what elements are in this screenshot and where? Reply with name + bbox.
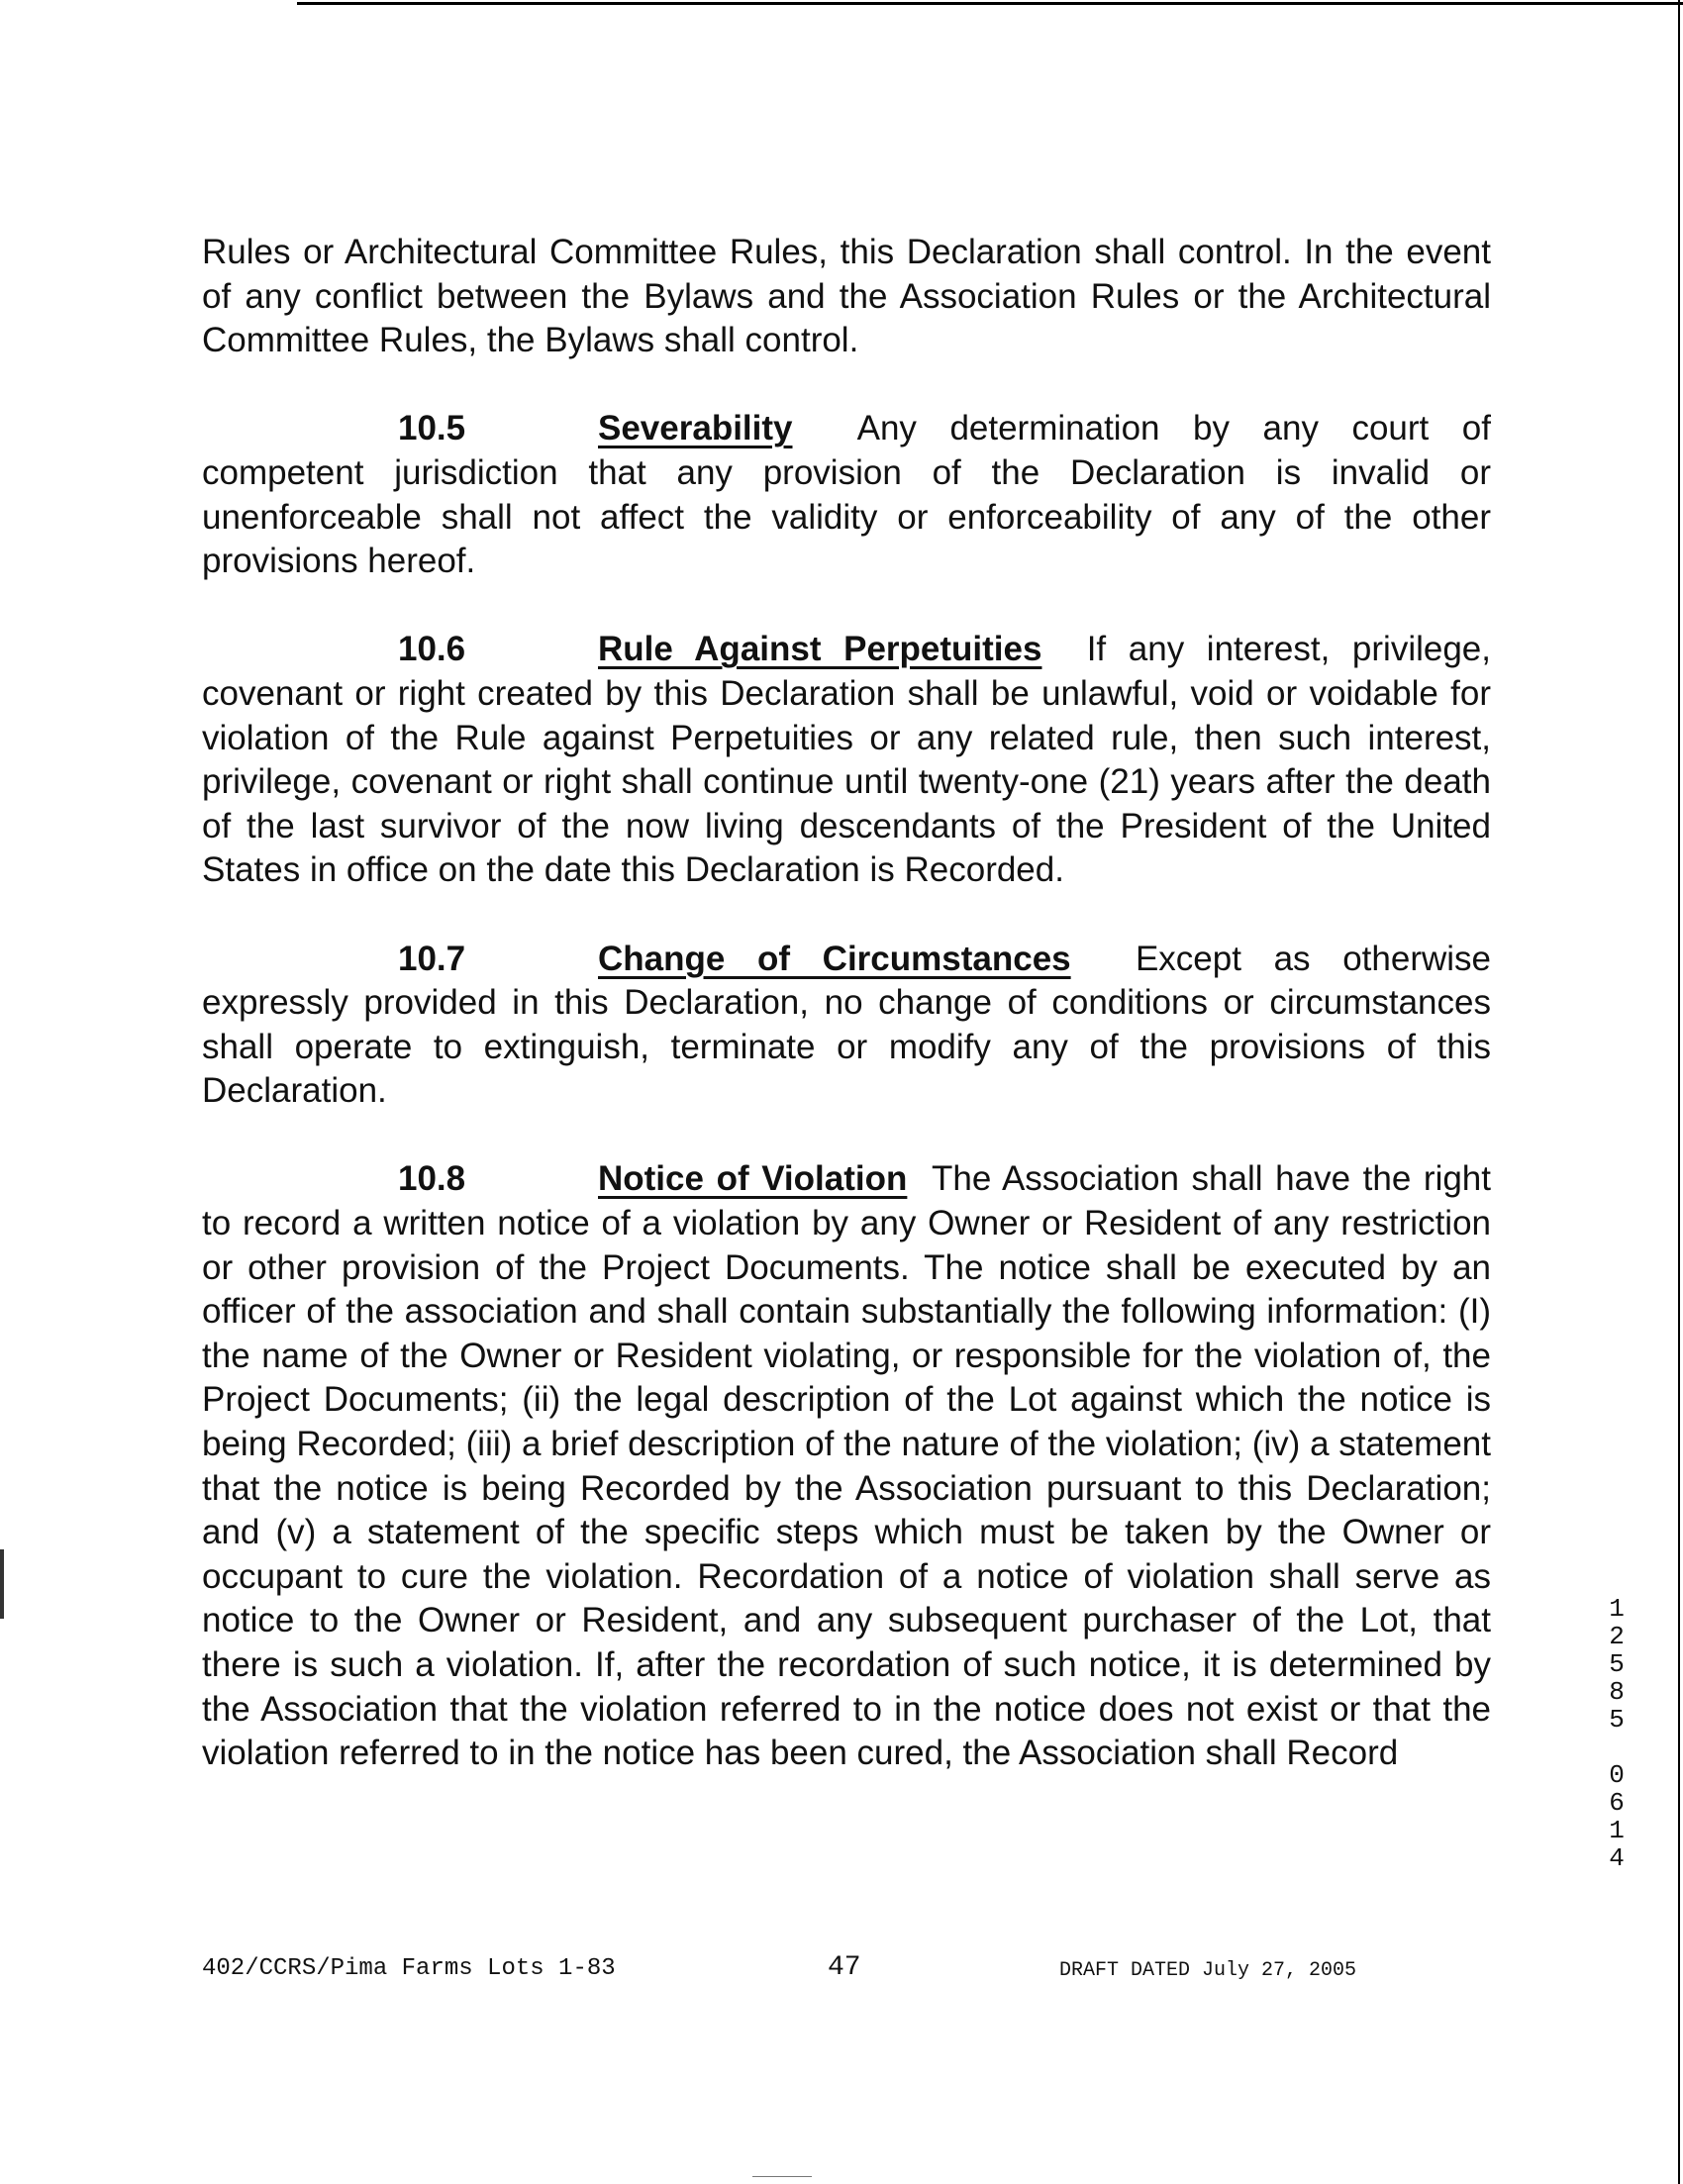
section-title: Severability bbox=[598, 409, 793, 448]
section-body: The Association shall have the right to record a written notice of a violation by any Owner or Resident of any restriction or other provision of the Project Documents. The notice shall be executed by an officer of the association and shall contain substantially the following information: (I) the name of the Owner or Resident violating, or responsible for the violation of, the Project Documents; (ii) the legal description of the Lot against which the notice is being Recorded; (iii) a brief description of the nature of the violation; (iv) a statement that the notice is being Recorded by the Association pursuant to this Declaration; and (v) a statement of the specific steps which must be taken by the Owner or occupant to cure the violation. Recordation of a notice of violation shall serve as notice to the Owner or Resident, and any subsequent purchaser of the Lot, that there is such a violation. If, after the recordation of such notice, it is determined by the Association that the violation referred to in the notice does not exist or that the violation referred to in the notice has been cured, the Association shall Record bbox=[202, 1159, 1491, 1773]
section-10-7 bbox=[202, 938, 1491, 1114]
section-title: Change of Circumstances bbox=[598, 939, 1071, 978]
section-number: 10.5 bbox=[398, 409, 466, 448]
continuation-paragraph: Rules or Architectural Committee Rules, this Declaration shall control. In the event of any conflict between the Bylaws and the Association Rules or the Architectural Committee Rules, the Bylaws shall control. bbox=[202, 233, 1491, 360]
section-title: Rule Against Perpetuities bbox=[598, 630, 1042, 669]
recording-number-stamp: 12585 0614 bbox=[1602, 1594, 1632, 1871]
section-body: Any determination by any court of competent jurisdiction that any provision of the Declaration is invalid or unenforceable shall not affect the validity or enforceability of any of the other provisions hereof. bbox=[202, 409, 1491, 581]
section-10-6 bbox=[202, 628, 1491, 893]
left-scan-marks bbox=[0, 1549, 4, 1619]
footer-file-reference: 402/CCRS/Pima Farms Lots 1-83 bbox=[202, 1955, 616, 1982]
section-number: 10.6 bbox=[398, 630, 466, 669]
bottom-scan-mark bbox=[752, 2176, 812, 2177]
page-body bbox=[202, 231, 1491, 1776]
section-body: If any interest, privilege, covenant or right created by this Declaration shall be unlawful, void or voidable for violation of the Rule against Perpetuities or any related rule, then such interest, privilege, covenant or right shall continue until twenty-one (21) years after the death of the last survivor of the now living descendants of the President of the United States in office on the date this Declaration is Recorded. bbox=[202, 630, 1491, 890]
section-number: 10.7 bbox=[398, 939, 466, 978]
section-body: Except as otherwise expressly provided in this Declaration, no change of conditions or circumstances shall operate to extinguish, terminate or modify any of the provisions of this Declaration. bbox=[202, 939, 1491, 1111]
footer-draft-date: DRAFT DATED July 27, 2005 bbox=[1059, 1959, 1357, 1982]
section-10-8 bbox=[202, 1157, 1491, 1775]
page-number: 47 bbox=[828, 1952, 861, 1983]
section-10-5 bbox=[202, 407, 1491, 583]
section-number: 10.8 bbox=[398, 1159, 466, 1199]
section-title: Notice of Violation bbox=[598, 1159, 908, 1199]
right-border-line bbox=[1678, 0, 1680, 2184]
top-border-line bbox=[297, 2, 1683, 5]
